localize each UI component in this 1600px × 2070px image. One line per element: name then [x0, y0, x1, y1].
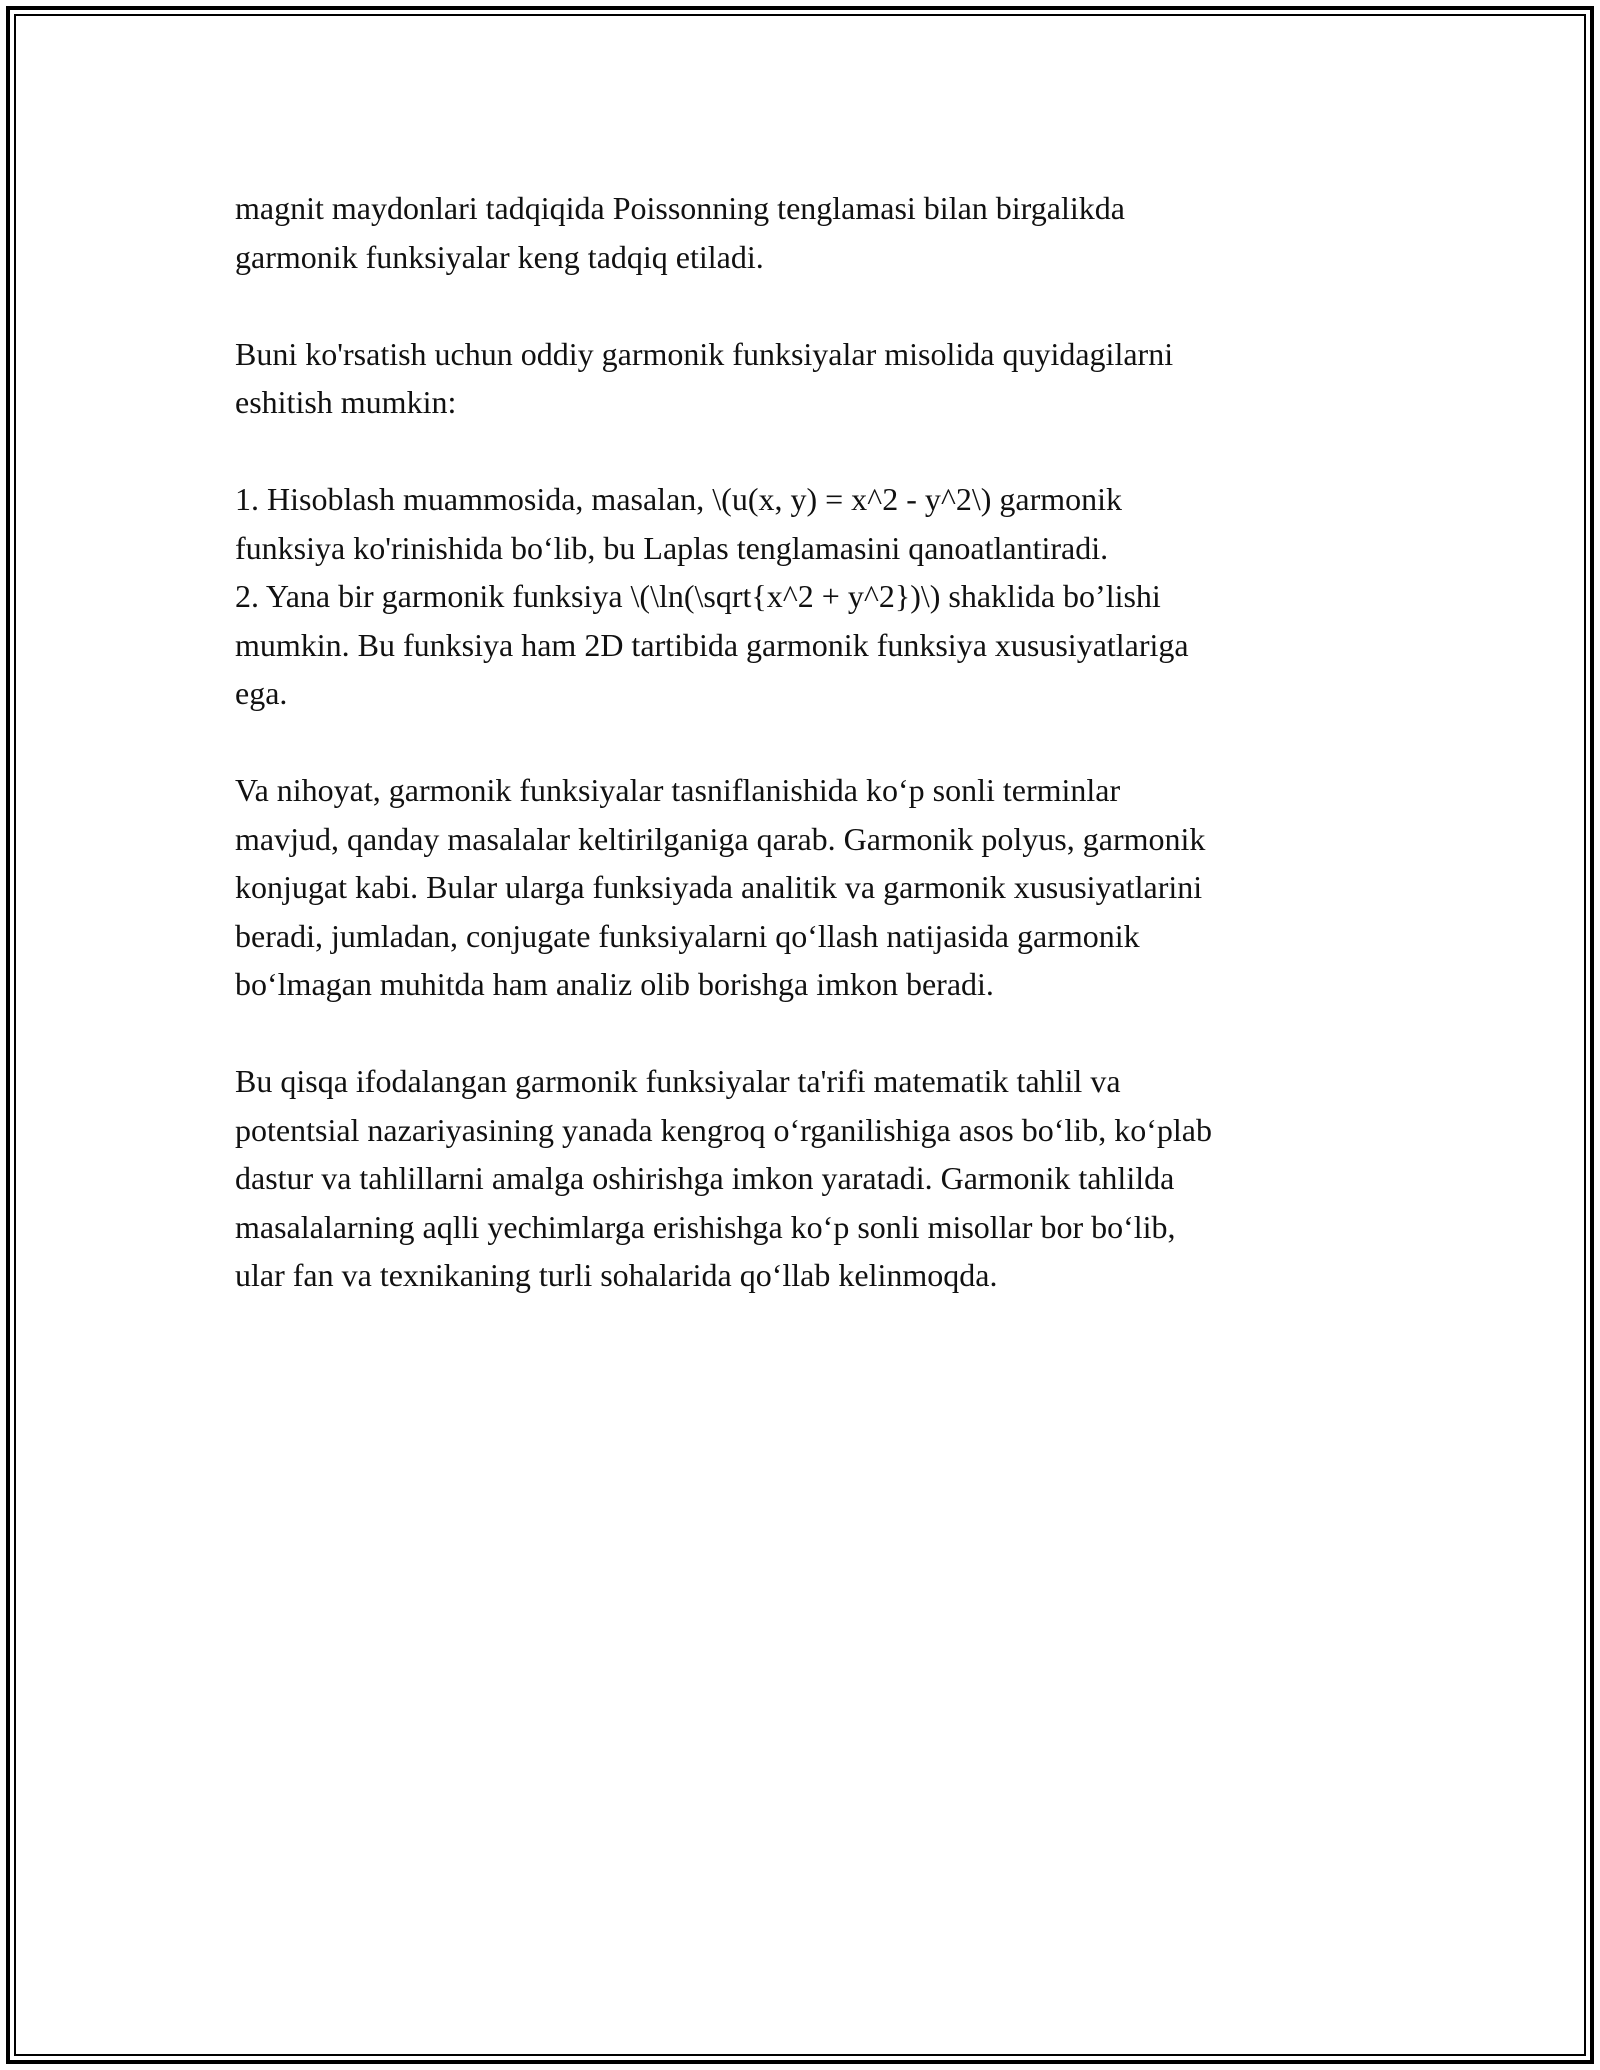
paragraph-text — [235, 184, 1375, 281]
text-line: masalalarning aqlli yechimlarga erishishga ko‘p sonli misollar bor bo‘lib, — [235, 1208, 1176, 1245]
text-line: ega. — [235, 675, 288, 711]
text-line: Buni ko'rsatish uchun oddiy garmonik funksiyalar misolida quyidagilarni — [235, 335, 1174, 372]
paragraph-text — [235, 1057, 1375, 1300]
text-line: magnit maydonlari tadqiqida Poissonning tenglamasi bilan birgalikda — [235, 190, 1125, 226]
text-line: potentsial nazariyasining yanada kengroq o‘rganilishiga asos bo‘lib, ko‘plab — [235, 1111, 1212, 1148]
text-line: mumkin. Bu funksiya ham 2D tartibida garmonik funksiya xususiyatlariga — [235, 626, 1189, 663]
text-line: beradi, jumladan, conjugate funksiyalarni qo‘llash natijasida garmonik — [235, 917, 1140, 954]
text-line: Va nihoyat, garmonik funksiyalar tasniflanishida ko‘p sonli terminlar — [235, 772, 1121, 808]
text-line: 2. Yana bir garmonik funksiya \(\ln(\sqrt{x^2 + y^2})\) shaklida bo’lishi — [235, 578, 1161, 614]
text-line: eshitish mumkin: — [235, 384, 457, 420]
paragraph-text — [235, 766, 1375, 1009]
numbered-list — [235, 475, 1375, 718]
text-line: garmonik funksiyalar keng tadqiq etiladi. — [235, 238, 764, 275]
text-line: 1. Hisoblash muammosida, masalan, \(u(x, y) = x^2 - y^2\) garmonik — [235, 481, 1123, 517]
text-line: bo‘lmagan muhitda ham analiz olib borishga imkon beradi. — [235, 966, 994, 1002]
paragraph — [235, 766, 1375, 1009]
text-line: Bu qisqa ifodalangan garmonik funksiyalar ta'rifi matematik tahlil va — [235, 1063, 1121, 1099]
paragraph-text — [235, 330, 1375, 427]
text-line: dastur va tahlillarni amalga oshirishga imkon yaratadi. Garmonik tahlilda — [235, 1160, 1175, 1196]
text-line: ular fan va texnikaning turli sohalarida qo‘llab kelinmoqda. — [235, 1257, 998, 1293]
paragraph — [235, 330, 1375, 427]
text-line: mavjud, qanday masalalar keltirilganiga qarab. Garmonik polyus, garmonik — [235, 820, 1206, 857]
text-line: funksiya ko'rinishida bo‘lib, bu Laplas tenglamasini qanoatlantiradi. — [235, 529, 1109, 566]
list-items-text — [235, 475, 1375, 718]
document-body — [235, 184, 1375, 1348]
text-line: konjugat kabi. Bular ularga funksiyada analitik va garmonik xususiyatlarini — [235, 869, 1203, 905]
paragraph — [235, 184, 1375, 281]
paragraph — [235, 1057, 1375, 1300]
